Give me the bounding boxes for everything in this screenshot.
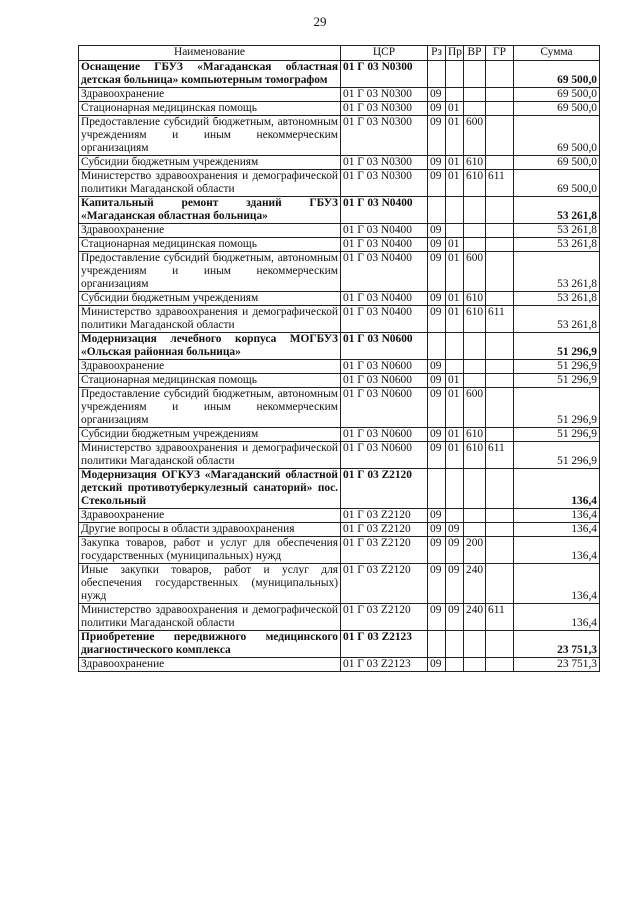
cell-rz: 09: [428, 564, 446, 604]
cell-pr: 09: [446, 523, 464, 537]
cell-pr: 01: [446, 306, 464, 333]
cell-sum: 53 261,8: [514, 306, 600, 333]
cell-csr: 01 Г 03 N0600: [341, 428, 428, 442]
cell-gr: [486, 374, 514, 388]
cell-gr: [486, 523, 514, 537]
table-row: [79, 61, 600, 88]
table-row: [79, 631, 600, 658]
cell-gr: [486, 537, 514, 564]
cell-gr: [486, 564, 514, 604]
cell-rz: 09: [428, 102, 446, 116]
table-row: [79, 374, 600, 388]
cell-csr: 01 Г 03 N0300: [341, 156, 428, 170]
cell-gr: [486, 102, 514, 116]
cell-csr: 01 Г 03 Z2120: [341, 509, 428, 523]
cell-sum: 53 261,8: [514, 224, 600, 238]
header-gr: ГР: [486, 46, 514, 61]
cell-sum: 53 261,8: [514, 292, 600, 306]
cell-name: Оснащение ГБУЗ «Магаданская областная детская больница» компьютерным томографом: [79, 61, 341, 88]
cell-rz: 09: [428, 374, 446, 388]
cell-gr: [486, 292, 514, 306]
cell-sum: 53 261,8: [514, 252, 600, 292]
cell-pr: 01: [446, 292, 464, 306]
cell-name: Капитальный ремонт зданий ГБУЗ «Магаданская областная больница»: [79, 197, 341, 224]
cell-sum: 53 261,8: [514, 238, 600, 252]
cell-pr: [446, 658, 464, 672]
table-header-row: [79, 46, 600, 61]
cell-sum: 53 261,8: [514, 197, 600, 224]
table-row: [79, 442, 600, 469]
cell-gr: [486, 116, 514, 156]
cell-name: Субсидии бюджетным учреждениям: [79, 156, 341, 170]
cell-csr: 01 Г 03 N0300: [341, 61, 428, 88]
cell-vr: 600: [464, 252, 486, 292]
cell-pr: [446, 88, 464, 102]
cell-csr: 01 Г 03 N0600: [341, 442, 428, 469]
cell-name: Министерство здравоохранения и демографической политики Магаданской области: [79, 170, 341, 197]
cell-vr: 600: [464, 116, 486, 156]
cell-gr: [486, 631, 514, 658]
cell-rz: 09: [428, 306, 446, 333]
cell-csr: 01 Г 03 N0400: [341, 292, 428, 306]
cell-pr: [446, 61, 464, 88]
cell-sum: 136,4: [514, 564, 600, 604]
cell-sum: 51 296,9: [514, 388, 600, 428]
cell-gr: 611: [486, 170, 514, 197]
cell-name: Предоставление субсидий бюджетным, автономным учреждениям и иным некоммерческим организациям: [79, 388, 341, 428]
cell-rz: 09: [428, 238, 446, 252]
cell-pr: [446, 197, 464, 224]
header-pr: Пр: [446, 46, 464, 61]
cell-gr: [486, 333, 514, 360]
cell-gr: [486, 61, 514, 88]
cell-gr: [486, 88, 514, 102]
table-row: [79, 102, 600, 116]
cell-gr: [486, 156, 514, 170]
cell-name: Министерство здравоохранения и демографической политики Магаданской области: [79, 306, 341, 333]
cell-csr: 01 Г 03 N0300: [341, 102, 428, 116]
cell-csr: 01 Г 03 Z2120: [341, 523, 428, 537]
cell-rz: 09: [428, 252, 446, 292]
cell-vr: 610: [464, 442, 486, 469]
cell-rz: [428, 469, 446, 509]
cell-sum: 69 500,0: [514, 170, 600, 197]
cell-vr: [464, 374, 486, 388]
cell-vr: [464, 238, 486, 252]
cell-gr: 611: [486, 306, 514, 333]
cell-vr: 240: [464, 564, 486, 604]
header-rz: Рз: [428, 46, 446, 61]
cell-vr: [464, 102, 486, 116]
cell-sum: 136,4: [514, 523, 600, 537]
table-row: [79, 604, 600, 631]
table-row: [79, 252, 600, 292]
cell-rz: 09: [428, 170, 446, 197]
cell-sum: 51 296,9: [514, 374, 600, 388]
table-row: [79, 116, 600, 156]
cell-rz: [428, 61, 446, 88]
cell-vr: [464, 658, 486, 672]
cell-vr: 200: [464, 537, 486, 564]
cell-csr: 01 Г 03 N0600: [341, 388, 428, 428]
cell-rz: 09: [428, 224, 446, 238]
cell-vr: 610: [464, 306, 486, 333]
cell-rz: 09: [428, 523, 446, 537]
cell-name: Стационарная медицинская помощь: [79, 238, 341, 252]
cell-gr: [486, 469, 514, 509]
table-row: [79, 197, 600, 224]
cell-name: Приобретение передвижного медицинского диагностического комплекса: [79, 631, 341, 658]
cell-rz: 09: [428, 509, 446, 523]
header-csr: ЦСР: [341, 46, 428, 61]
cell-name: Субсидии бюджетным учреждениям: [79, 292, 341, 306]
table-row: [79, 224, 600, 238]
table-row: [79, 428, 600, 442]
cell-gr: [486, 509, 514, 523]
cell-sum: 136,4: [514, 604, 600, 631]
cell-rz: 09: [428, 658, 446, 672]
cell-csr: 01 Г 03 N0400: [341, 224, 428, 238]
cell-sum: 69 500,0: [514, 102, 600, 116]
cell-sum: 23 751,3: [514, 631, 600, 658]
cell-pr: 01: [446, 388, 464, 428]
cell-name: Здравоохранение: [79, 658, 341, 672]
cell-pr: [446, 509, 464, 523]
cell-vr: [464, 224, 486, 238]
cell-csr: 01 Г 03 N0400: [341, 252, 428, 292]
cell-pr: [446, 224, 464, 238]
cell-csr: 01 Г 03 N0300: [341, 116, 428, 156]
cell-rz: 09: [428, 116, 446, 156]
cell-rz: 09: [428, 537, 446, 564]
cell-sum: 69 500,0: [514, 116, 600, 156]
cell-rz: 09: [428, 388, 446, 428]
cell-name: Иные закупки товаров, работ и услуг для обеспечения государственных (муниципальных) нужд: [79, 564, 341, 604]
cell-csr: 01 Г 03 Z2120: [341, 564, 428, 604]
table-row: [79, 360, 600, 374]
cell-pr: 01: [446, 116, 464, 156]
cell-csr: 01 Г 03 N0300: [341, 170, 428, 197]
cell-vr: [464, 333, 486, 360]
header-name: Наименование: [79, 46, 341, 61]
cell-gr: [486, 428, 514, 442]
cell-rz: 09: [428, 442, 446, 469]
cell-sum: 136,4: [514, 469, 600, 509]
cell-name: Модернизация лечебного корпуса МОГБУЗ «Ольская районная больница»: [79, 333, 341, 360]
cell-pr: 01: [446, 374, 464, 388]
table-row: [79, 523, 600, 537]
cell-name: Другие вопросы в области здравоохранения: [79, 523, 341, 537]
cell-gr: [486, 360, 514, 374]
cell-pr: 01: [446, 428, 464, 442]
cell-vr: 610: [464, 428, 486, 442]
cell-csr: 01 Г 03 N0300: [341, 88, 428, 102]
cell-name: Здравоохранение: [79, 509, 341, 523]
cell-rz: 09: [428, 604, 446, 631]
cell-name: Стационарная медицинская помощь: [79, 374, 341, 388]
cell-vr: [464, 360, 486, 374]
cell-pr: 01: [446, 442, 464, 469]
cell-pr: 09: [446, 564, 464, 604]
cell-rz: 09: [428, 360, 446, 374]
header-sum: Сумма: [514, 46, 600, 61]
table-row: [79, 88, 600, 102]
cell-pr: [446, 333, 464, 360]
cell-csr: 01 Г 03 Z2120: [341, 537, 428, 564]
cell-vr: [464, 88, 486, 102]
cell-name: Предоставление субсидий бюджетным, автономным учреждениям и иным некоммерческим организациям: [79, 116, 341, 156]
cell-vr: [464, 523, 486, 537]
cell-gr: [486, 388, 514, 428]
budget-table: [78, 45, 600, 672]
table-row: [79, 564, 600, 604]
cell-csr: 01 Г 03 Z2123: [341, 658, 428, 672]
cell-rz: 09: [428, 88, 446, 102]
cell-name: Субсидии бюджетным учреждениям: [79, 428, 341, 442]
cell-csr: 01 Г 03 Z2120: [341, 604, 428, 631]
cell-gr: 611: [486, 442, 514, 469]
cell-pr: 01: [446, 238, 464, 252]
cell-pr: [446, 631, 464, 658]
table-row: [79, 469, 600, 509]
table-row: [79, 292, 600, 306]
cell-vr: 600: [464, 388, 486, 428]
cell-pr: 09: [446, 537, 464, 564]
cell-sum: 69 500,0: [514, 88, 600, 102]
cell-pr: 01: [446, 102, 464, 116]
cell-gr: [486, 658, 514, 672]
cell-vr: [464, 631, 486, 658]
cell-vr: [464, 197, 486, 224]
cell-rz: [428, 197, 446, 224]
cell-vr: [464, 469, 486, 509]
cell-sum: 51 296,9: [514, 333, 600, 360]
cell-sum: 136,4: [514, 509, 600, 523]
cell-rz: 09: [428, 156, 446, 170]
cell-name: Закупка товаров, работ и услуг для обеспечения государственных (муниципальных) нужд: [79, 537, 341, 564]
cell-sum: 51 296,9: [514, 360, 600, 374]
cell-sum: 69 500,0: [514, 156, 600, 170]
cell-sum: 51 296,9: [514, 442, 600, 469]
cell-rz: [428, 631, 446, 658]
cell-name: Стационарная медицинская помощь: [79, 102, 341, 116]
cell-gr: [486, 252, 514, 292]
cell-vr: 610: [464, 170, 486, 197]
table-row: [79, 156, 600, 170]
cell-name: Предоставление субсидий бюджетным, автономным учреждениям и иным некоммерческим организациям: [79, 252, 341, 292]
cell-vr: 240: [464, 604, 486, 631]
table-row: [79, 537, 600, 564]
cell-csr: 01 Г 03 N0400: [341, 197, 428, 224]
cell-sum: 23 751,3: [514, 658, 600, 672]
cell-vr: [464, 61, 486, 88]
table-row: [79, 170, 600, 197]
table-row: [79, 388, 600, 428]
cell-gr: [486, 224, 514, 238]
cell-csr: 01 Г 03 Z2120: [341, 469, 428, 509]
cell-gr: [486, 197, 514, 224]
cell-vr: 610: [464, 156, 486, 170]
cell-pr: 01: [446, 252, 464, 292]
cell-name: Здравоохранение: [79, 360, 341, 374]
cell-sum: 69 500,0: [514, 61, 600, 88]
table-row: [79, 238, 600, 252]
cell-name: Модернизация ОГКУЗ «Магаданский областной детский противотуберкулезный санаторий» пос. Стекольный: [79, 469, 341, 509]
table-row: [79, 658, 600, 672]
cell-csr: 01 Г 03 N0600: [341, 374, 428, 388]
cell-csr: 01 Г 03 N0400: [341, 238, 428, 252]
cell-vr: [464, 509, 486, 523]
cell-sum: 51 296,9: [514, 428, 600, 442]
page-number: 29: [313, 14, 327, 29]
cell-pr: [446, 469, 464, 509]
cell-csr: 01 Г 03 Z2123: [341, 631, 428, 658]
cell-name: Министерство здравоохранения и демографической политики Магаданской области: [79, 442, 341, 469]
cell-gr: [486, 238, 514, 252]
table-row: [79, 333, 600, 360]
cell-rz: 09: [428, 428, 446, 442]
cell-name: Здравоохранение: [79, 88, 341, 102]
table-row: [79, 306, 600, 333]
cell-gr: 611: [486, 604, 514, 631]
cell-pr: [446, 360, 464, 374]
cell-csr: 01 Г 03 N0600: [341, 333, 428, 360]
cell-sum: 136,4: [514, 537, 600, 564]
cell-pr: 09: [446, 604, 464, 631]
cell-csr: 01 Г 03 N0600: [341, 360, 428, 374]
table-row: [79, 509, 600, 523]
header-vr: ВР: [464, 46, 486, 61]
cell-rz: 09: [428, 292, 446, 306]
cell-pr: 01: [446, 156, 464, 170]
cell-name: Министерство здравоохранения и демографической политики Магаданской области: [79, 604, 341, 631]
cell-vr: 610: [464, 292, 486, 306]
cell-rz: [428, 333, 446, 360]
cell-csr: 01 Г 03 N0400: [341, 306, 428, 333]
cell-name: Здравоохранение: [79, 224, 341, 238]
cell-pr: 01: [446, 170, 464, 197]
